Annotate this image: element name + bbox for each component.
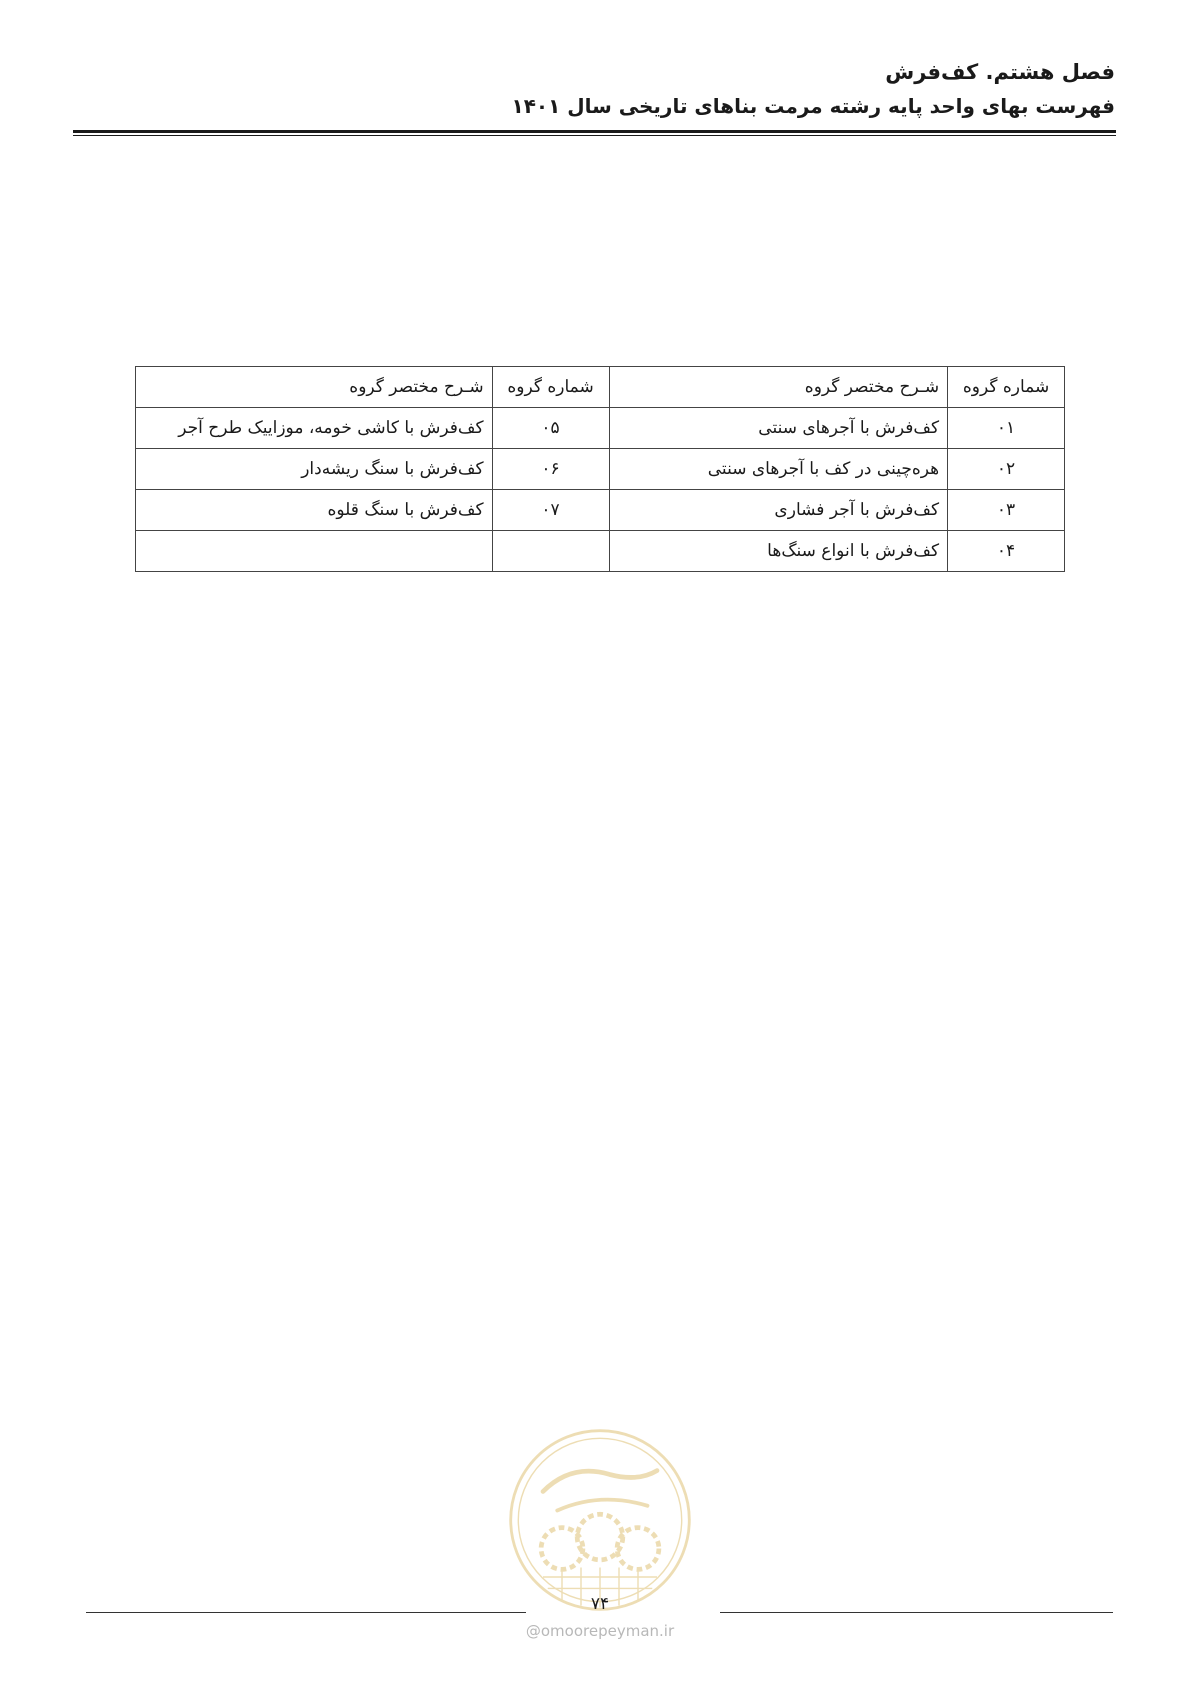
group-number-cell: ۰۴ (948, 531, 1065, 572)
group-number-cell: ۰۳ (948, 490, 1065, 531)
footer-rule-left (86, 1612, 526, 1613)
table-row (136, 490, 1065, 531)
header-group-number: شماره گروه (948, 367, 1065, 408)
table-row (136, 449, 1065, 490)
header-description: شـرح مختصر گروه (136, 367, 493, 408)
group-number-cell: ۰۶ (492, 449, 609, 490)
group-number-cell (492, 531, 609, 572)
group-description-cell (136, 531, 493, 572)
group-description-cell: کف‌فرش با کاشی خومه، موزاییک طرح آجر (136, 408, 493, 449)
page-number: ۷۴ (590, 1594, 610, 1614)
group-description-cell: کف‌فرش با آجر فشاری (609, 490, 948, 531)
group-description-cell: کف‌فرش با انواع سنگ‌ها (609, 531, 948, 572)
header-rule-thick (73, 130, 1116, 133)
group-number-cell: ۰۱ (948, 408, 1065, 449)
watermark-logo-icon (505, 1425, 695, 1615)
header-description: شـرح مختصر گروه (609, 367, 948, 408)
table-header-row (136, 367, 1065, 408)
group-description-cell: کف‌فرش با آجرهای سنتی (609, 408, 948, 449)
chapter-title: فصل هشتم. کف‌فرش (885, 60, 1115, 84)
header-group-number: شماره گروه (492, 367, 609, 408)
document-subtitle: فهرست بهای واحد پایه رشته مرمت بناهای تاریخی سال ۱۴۰۱ (511, 94, 1115, 118)
group-number-cell: ۰۵ (492, 408, 609, 449)
group-description-cell: هره‌چینی در کف با آجرهای سنتی (609, 449, 948, 490)
group-description-cell: کف‌فرش با سنگ ریشه‌دار (136, 449, 493, 490)
group-number-cell: ۰۲ (948, 449, 1065, 490)
group-description-cell: کف‌فرش با سنگ قلوه (136, 490, 493, 531)
page-header (75, 58, 1115, 120)
group-table (135, 366, 1065, 572)
table-row (136, 408, 1065, 449)
website-watermark: @omoorepeyman.ir (525, 1622, 675, 1640)
group-number-cell: ۰۷ (492, 490, 609, 531)
header-rule-thin (73, 135, 1116, 136)
table-row (136, 531, 1065, 572)
footer-rule-right (720, 1612, 1113, 1613)
